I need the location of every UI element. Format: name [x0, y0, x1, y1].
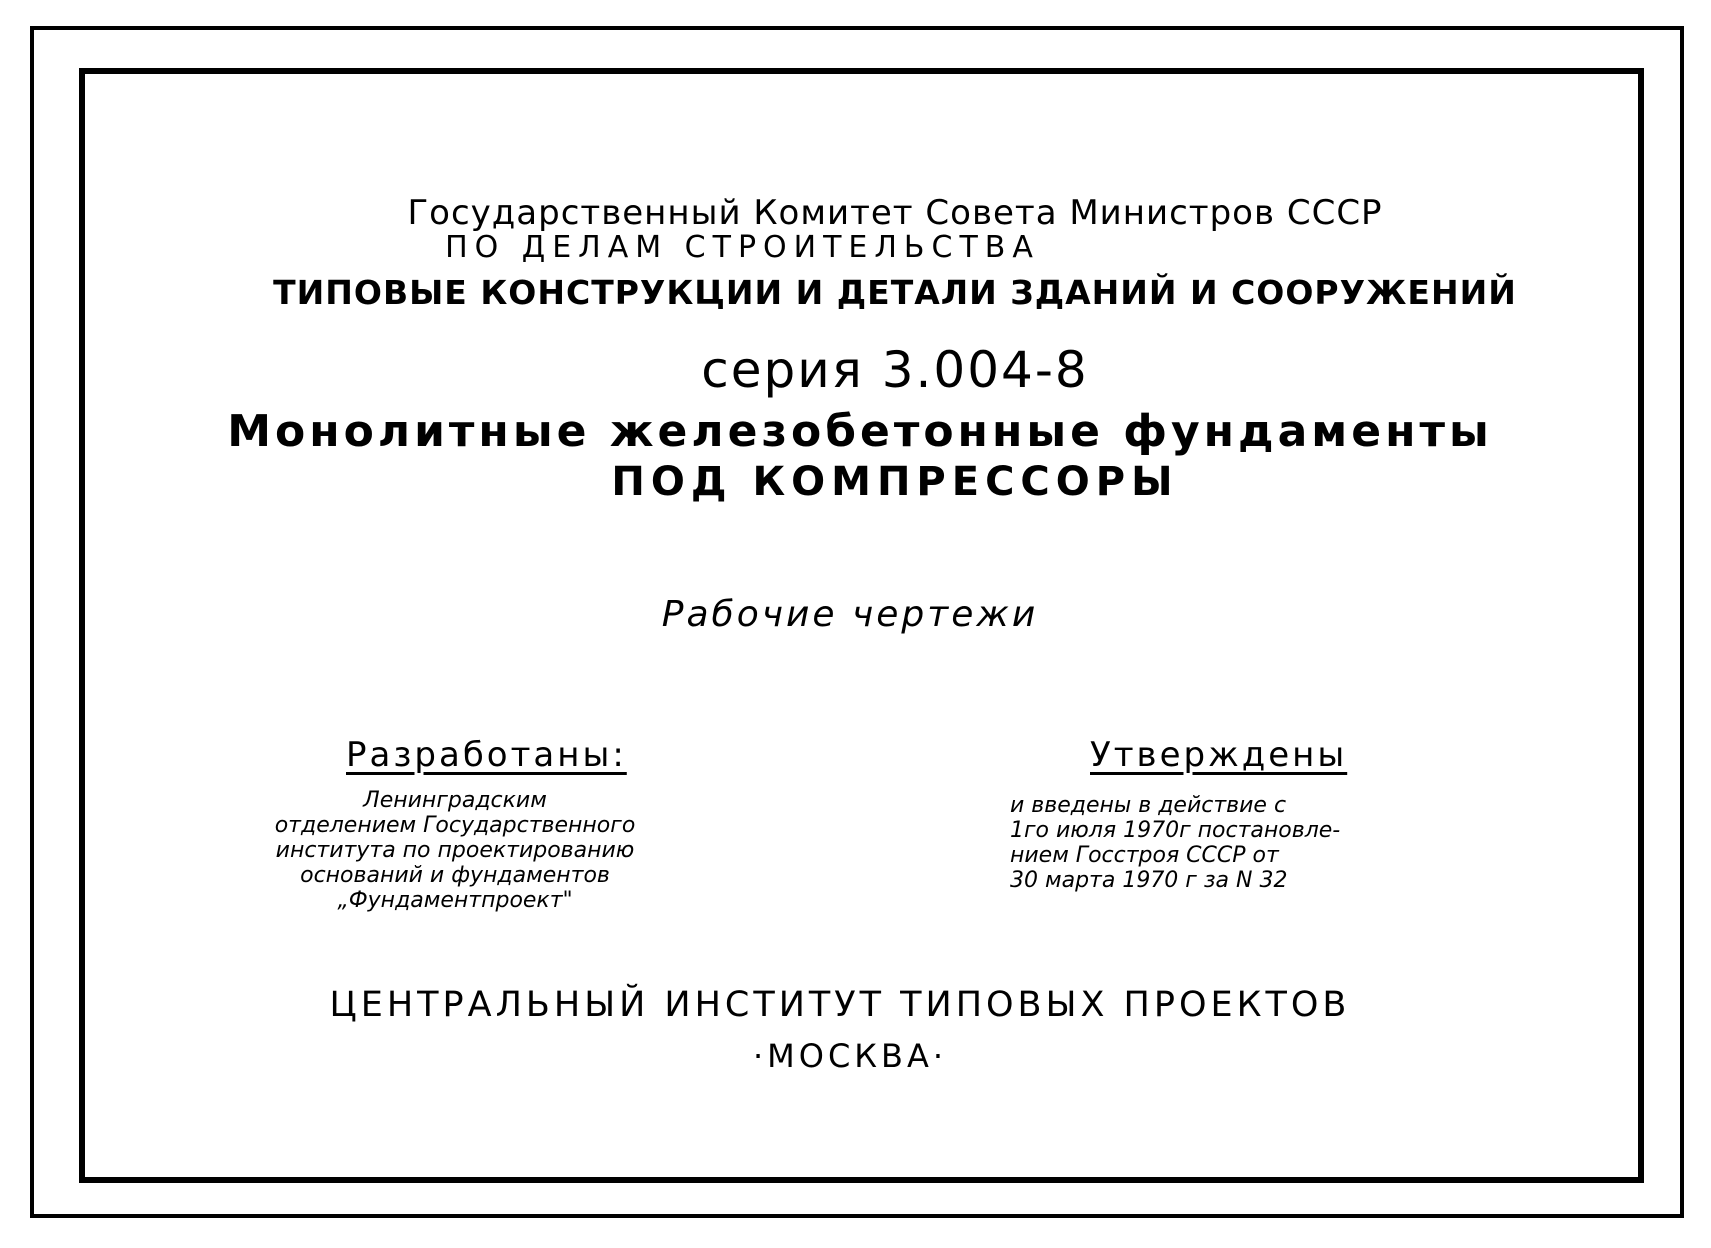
publisher-city: ·МОСКВА·	[752, 1037, 948, 1075]
developed-line: отделением Государственного	[274, 813, 636, 838]
approved-line: и введены в действие с	[1010, 793, 1287, 818]
series-number: серия 3.004-8	[701, 341, 1089, 399]
approved-by-block	[1010, 793, 1340, 893]
approved-line: 30 марта 1970 г за N 32	[1010, 868, 1288, 893]
developed-line: оснований и фундаментов	[300, 863, 610, 888]
approved-heading: Утверждены	[1090, 735, 1348, 775]
collection-title: ТИПОВЫЕ КОНСТРУКЦИИ И ДЕТАЛИ ЗДАНИЙ И СООРУЖЕНИЙ	[273, 273, 1517, 312]
developed-line: института по проектированию	[275, 838, 635, 863]
publisher-institute: ЦЕНТРАЛЬНЫЙ ИНСТИТУТ ТИПОВЫХ ПРОЕКТОВ	[329, 985, 1351, 1025]
approved-line: нием Госстроя СССР от	[1010, 843, 1279, 868]
document-type: Рабочие чертежи	[661, 594, 1039, 635]
approved-line: 1го июля 1970г постановле-	[1010, 818, 1341, 843]
developed-by-block	[270, 788, 640, 913]
document-title-line-1: Монолитные железобетонные фундаменты	[227, 406, 1493, 457]
document-title-line-2: ПОД КОМПРЕССОРЫ	[611, 459, 1179, 505]
committee-name: Государственный Комитет Совета Министров СССР	[407, 193, 1383, 233]
developed-heading: Разработаны:	[346, 735, 627, 775]
developed-line: „Фундаментпроект"	[337, 888, 573, 913]
committee-department: ПО ДЕЛАМ СТРОИТЕЛЬСТВА	[445, 230, 1040, 265]
developed-line: Ленинградским	[363, 788, 547, 813]
